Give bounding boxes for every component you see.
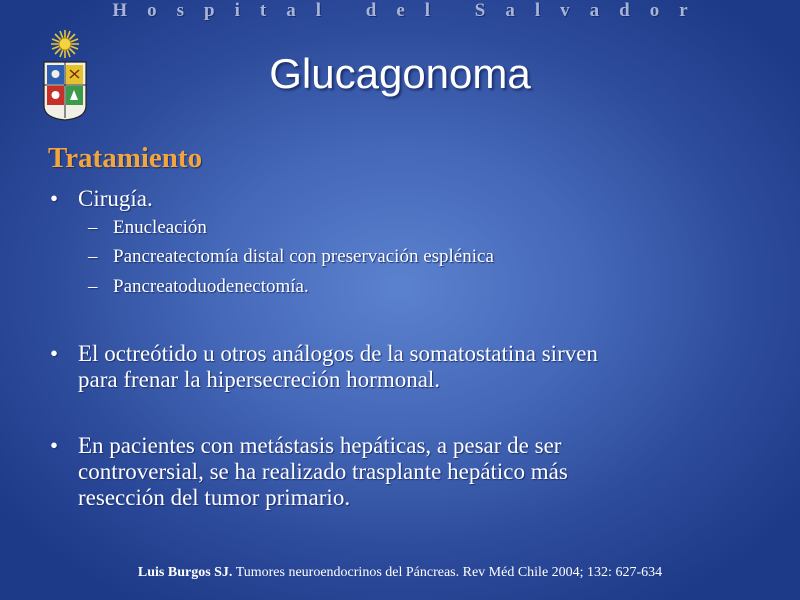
section-heading: Tratamiento	[48, 142, 203, 174]
bullet-dot: •	[50, 433, 59, 458]
bullet-text: Cirugía.	[78, 186, 153, 211]
bullet-text-line: controversial, se ha realizado trasplante hepático más	[78, 459, 568, 484]
bullet-dot: •	[50, 186, 59, 211]
sub-item-text: Pancreatoduodenectomía.	[113, 276, 309, 297]
bullet-text-line: para frenar la hipersecreción hormonal.	[78, 367, 441, 392]
citation-reference: Tumores neuroendocrinos del Páncreas. Rev Méd Chile 2004; 132: 627-634	[235, 565, 663, 580]
sub-item-text: Pancreatectomía distal con preservación esplénica	[113, 246, 494, 267]
bullet-dot: •	[50, 341, 59, 366]
slide-title: Glucagonoma	[269, 50, 531, 97]
sub-item-dash: –	[88, 246, 98, 267]
hospital-name: Hospital del Salvador	[112, 0, 708, 21]
header-band	[0, 0, 800, 22]
bullet-text-line: En pacientes con metástasis hepáticas, a pesar de ser	[78, 433, 562, 458]
sub-item-dash: –	[88, 276, 98, 297]
citation	[0, 565, 800, 581]
citation-author: Luis Burgos SJ.	[137, 565, 233, 580]
sub-item-dash: –	[88, 217, 98, 238]
sub-item-text: Enucleación	[113, 217, 207, 238]
bullet-text-line: resección del tumor primario.	[78, 485, 351, 510]
bullet-text-line: El octreótido u otros análogos de la somatostatina sirven	[78, 341, 598, 366]
